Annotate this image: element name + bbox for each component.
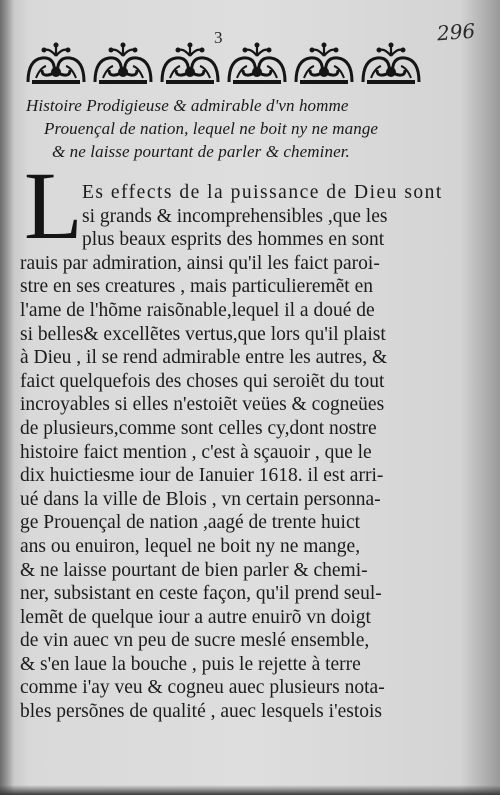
page-number: 3 — [214, 28, 223, 47]
handwritten-folio-number: 296 — [436, 18, 476, 46]
text-line: ans ou enuiron, lequel ne boit ny ne mange, — [20, 535, 361, 557]
text-line: & ne laisse pourtant de bien parler & chemi- — [20, 559, 368, 581]
chapter-heading — [26, 94, 446, 163]
body-text — [20, 181, 460, 724]
text-line: à Dieu , il se rend admirable entre les autres, & — [20, 347, 388, 369]
drop-cap-initial: L — [24, 152, 83, 259]
text-line: faict quelquefois des choses qui seroiẽt du tout — [20, 370, 385, 392]
text-line: & s'en laue la bouche , puis le rejette à terre — [20, 653, 361, 675]
text-line: si grands & incomprehensibles ,que les — [82, 205, 388, 227]
text-line: comme i'ay veu & cogneu auec plusieurs nota- — [20, 677, 385, 699]
heading-line: Histoire Prodigieuse & admirable d'vn homme — [26, 96, 349, 115]
text-line: histoire faict mention , c'est à sçauoir , que le — [20, 441, 372, 463]
decorative-headpiece-ornament — [24, 40, 434, 88]
text-line: dix huictiesme iour de Ianuier 1618. il est arri- — [20, 465, 384, 487]
text-line: plus beaux esprits des hommes en sont — [82, 229, 385, 251]
text-line: ué dans la ville de Blois , vn certain personna- — [20, 488, 381, 510]
text-line: l'ame de l'hõme raisõnable,lequel il a doué de — [20, 299, 375, 321]
text-line: ner, subsistant en ceste façon, qu'il prend seul- — [20, 583, 382, 605]
text-line: rauis par admiration, ainsi qu'il les faict paroi- — [20, 252, 380, 274]
text-line: lemẽt de quelque iour a autre enuirõ vn doigt — [20, 606, 371, 628]
heading-line: Prouençal de nation, lequel ne boit ny ne mange — [44, 119, 379, 138]
text-line: Es effects de la puissance de Dieu sont — [82, 182, 443, 203]
heading-line: & ne laisse pourtant de parler & cheminer. — [52, 142, 350, 161]
text-line: incroyables si elles n'estoiẽt veües & cogneües — [20, 394, 385, 416]
text-line: ge Prouençal de nation ,aagé de trente huict — [20, 512, 361, 534]
text-line: si belles& excellẽtes vertus,que lors qu'il plaist — [20, 323, 386, 345]
text-line: bles persõnes de qualité , auec lesquels i'estois — [20, 701, 382, 723]
text-line: stre en ses creatures , mais particulieremẽt en — [20, 276, 374, 298]
gutter-shadow — [0, 0, 14, 795]
page-bottom-edge — [0, 785, 500, 795]
text-line: de vin auec vn peu de sucre meslé ensemble, — [20, 630, 370, 652]
text-line: de plusieurs,comme sont celles cy,dont nostre — [20, 417, 377, 439]
